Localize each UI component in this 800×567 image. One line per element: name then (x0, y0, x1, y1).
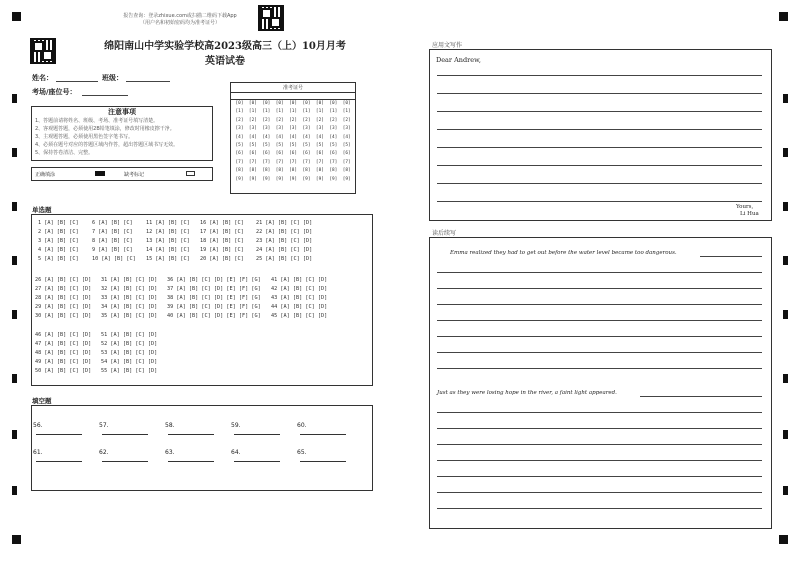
writing-line[interactable] (437, 201, 762, 202)
continuation-prompt-1: Emma realized they had to get out before the water level became too dangerous. (450, 250, 677, 256)
continuation-line[interactable] (437, 412, 762, 413)
notice-item: 1、答题前请将姓名、班级、考场、准考证号填写清楚。 (35, 118, 159, 124)
ticket-digit-bubble[interactable]: [5] (329, 143, 338, 149)
corner-mark (779, 12, 788, 21)
continuation-line[interactable] (437, 428, 762, 429)
ticket-digit-bubble[interactable]: [7] (302, 159, 311, 165)
choice-question[interactable]: 4 [A] [B] [C] (38, 247, 79, 253)
ticket-digit-bubble[interactable]: [4] (235, 134, 244, 140)
absent-mark-label: 缺考标记 (124, 172, 145, 178)
timing-mark (783, 310, 788, 319)
fill-blank-line[interactable] (168, 429, 214, 435)
choice-question[interactable]: 43 [A] [B] [C] [D] (271, 295, 328, 301)
correct-fill-sample (95, 171, 105, 176)
ticket-digit-bubble[interactable]: [4] (342, 134, 351, 140)
continuation-prompt-2: Just as they were losing hope in the river, a faint light appeared. (437, 390, 617, 396)
ticket-digit-bubble[interactable]: [7] (329, 159, 338, 165)
ticket-digit-bubble[interactable]: [7] (248, 159, 257, 165)
writing-greeting: Dear Andrew, (436, 56, 481, 64)
choice-question[interactable]: 12 [A] [B] [C] (146, 229, 190, 235)
ticket-digit-bubble[interactable]: [5] (248, 143, 257, 149)
fill-blank-line[interactable] (168, 456, 214, 462)
choice-question[interactable]: 21 [A] [B] [C] [D] (256, 220, 313, 226)
writing-line[interactable] (437, 147, 762, 148)
fill-blank-line[interactable] (102, 456, 148, 462)
choice-question[interactable]: 1 [A] [B] [C] (38, 220, 79, 226)
timing-mark (12, 94, 17, 103)
ticket-digit-bubble[interactable]: [5] (275, 143, 284, 149)
continuation-line[interactable] (437, 492, 762, 493)
ticket-digit-bubble[interactable]: [4] (262, 134, 271, 140)
ticket-digit-bubble[interactable]: [0] (275, 101, 284, 106)
choice-question[interactable]: 5 [A] [B] [C] (38, 256, 79, 262)
ticket-digit-bubble[interactable]: [3] (248, 126, 257, 132)
ticket-digit-bubble[interactable]: [9] (329, 176, 338, 182)
fill-blank-number: 61. (33, 449, 43, 456)
continuation-line[interactable] (437, 508, 762, 509)
ticket-digit-bubble[interactable]: [1] (275, 109, 284, 115)
ticket-digit-bubble[interactable]: [6] (235, 151, 244, 157)
writing-line[interactable] (437, 93, 762, 94)
ticket-digit-column[interactable] (327, 100, 340, 184)
ticket-digit-bubble[interactable]: [5] (289, 143, 298, 149)
continuation-line[interactable] (437, 352, 762, 353)
choice-question[interactable]: 22 [A] [B] [C] [D] (256, 229, 313, 235)
writing-line[interactable] (437, 75, 762, 76)
notice-item: 2、客观题答题，必须使用2B铅笔填涂，修改时用橡皮擦干净。 (35, 126, 175, 132)
continuation-line[interactable] (437, 288, 762, 289)
ticket-digit-column[interactable] (273, 100, 286, 184)
ticket-digit-bubble[interactable]: [1] (262, 109, 271, 115)
ticket-digit-bubble[interactable]: [1] (235, 109, 244, 115)
ticket-digit-bubble[interactable]: [3] (262, 126, 271, 132)
choice-question[interactable]: 20 [A] [B] [C] (200, 256, 244, 262)
timing-mark (12, 148, 17, 157)
choice-question[interactable]: 3 [A] [B] [C] (38, 238, 79, 244)
choice-question[interactable]: 42 [A] [B] [C] [D] (271, 286, 328, 292)
ticket-digit-bubble[interactable]: [1] (248, 109, 257, 115)
choice-question[interactable]: 29 [A] [B] [C] [D] (35, 304, 92, 310)
continuation-label: 读后续写 (432, 230, 457, 237)
page-subtitle: 英语试卷 (205, 56, 245, 67)
fill-blank-line[interactable] (234, 429, 280, 435)
choice-question[interactable]: 15 [A] [B] [C] (146, 256, 190, 262)
choice-question[interactable]: 53 [A] [B] [C] [D] (101, 350, 158, 356)
choice-question[interactable]: 6 [A] [B] [C] (92, 220, 133, 226)
ticket-digit-bubble[interactable]: [5] (302, 143, 311, 149)
absent-mark-box[interactable] (186, 171, 195, 176)
fill-blank-item[interactable] (297, 449, 346, 464)
ticket-bubble-grid[interactable] (233, 100, 355, 192)
ticket-digit-bubble[interactable]: [1] (302, 109, 311, 115)
choice-question[interactable]: 41 [A] [B] [C] [D] (271, 277, 328, 283)
ticket-digit-bubble[interactable]: [2] (262, 117, 271, 123)
ticket-digit-bubble[interactable]: [3] (275, 126, 284, 132)
choice-question[interactable]: 18 [A] [B] [C] (200, 238, 244, 244)
ticket-digit-bubble[interactable]: [8] (342, 168, 351, 174)
ticket-digit-bubble[interactable]: [8] (235, 168, 244, 174)
ticket-digit-bubble[interactable]: [3] (235, 126, 244, 132)
ticket-digit-bubble[interactable]: [5] (315, 143, 324, 149)
timing-mark (783, 202, 788, 211)
fill-blank-item[interactable] (165, 422, 214, 437)
timing-mark (783, 374, 788, 383)
ticket-digit-column[interactable] (313, 100, 326, 184)
ticket-digit-bubble[interactable]: [5] (342, 143, 351, 149)
ticket-digit-bubble[interactable]: [8] (329, 168, 338, 174)
fill-blank-number: 59. (231, 422, 241, 429)
writing-label: 应用文写作 (432, 42, 463, 49)
choice-question[interactable]: 24 [A] [B] [C] [D] (256, 247, 313, 253)
continuation-line[interactable] (437, 304, 762, 305)
timing-mark (783, 486, 788, 495)
fill-blank-line[interactable] (102, 429, 148, 435)
ticket-digit-bubble[interactable]: [7] (235, 159, 244, 165)
ticket-digit-bubble[interactable]: [9] (235, 176, 244, 182)
writing-line[interactable] (437, 111, 762, 112)
ticket-digit-bubble[interactable]: [3] (302, 126, 311, 132)
writing-line[interactable] (437, 129, 762, 130)
ticket-digit-bubble[interactable]: [0] (235, 101, 244, 106)
choice-question[interactable]: 13 [A] [B] [C] (146, 238, 190, 244)
choice-question[interactable]: 23 [A] [B] [C] [D] (256, 238, 313, 244)
choice-question[interactable]: 40 [A] [B] [C] [D] [E] [F] [G] (167, 313, 261, 319)
fill-blank-item[interactable] (99, 422, 148, 437)
choice-question[interactable]: 54 [A] [B] [C] [D] (101, 359, 158, 365)
timing-mark (12, 256, 17, 265)
fill-blank-item[interactable] (33, 449, 82, 464)
corner-mark (12, 535, 21, 544)
ticket-digit-bubble[interactable]: [4] (315, 134, 324, 140)
app-qr-code[interactable] (258, 5, 284, 31)
timing-mark (12, 374, 17, 383)
name-field[interactable] (56, 81, 98, 82)
fill-blank-number: 65. (297, 449, 307, 456)
fill-blank-number: 57. (99, 422, 109, 429)
ticket-digit-bubble[interactable]: [9] (315, 176, 324, 182)
ticket-digit-bubble[interactable]: [8] (315, 168, 324, 174)
choice-question[interactable]: 32 [A] [B] [C] [D] (101, 286, 158, 292)
ticket-digit-bubble[interactable]: [6] (248, 151, 257, 157)
ticket-digit-bubble[interactable]: [0] (289, 101, 298, 106)
ticket-digit-bubble[interactable]: [3] (289, 126, 298, 132)
timing-mark (783, 430, 788, 439)
continuation-line[interactable] (437, 476, 762, 477)
fill-blank-number: 64. (231, 449, 241, 456)
choice-question[interactable]: 44 [A] [B] [C] [D] (271, 304, 328, 310)
fill-blank-number: 56. (33, 422, 43, 429)
corner-mark (779, 535, 788, 544)
ticket-digit-bubble[interactable]: [4] (329, 134, 338, 140)
choice-question[interactable]: 47 [A] [B] [C] [D] (35, 341, 92, 347)
choice-question[interactable]: 16 [A] [B] [C] (200, 220, 244, 226)
ticket-digit-bubble[interactable]: [7] (262, 159, 271, 165)
ticket-digit-bubble[interactable]: [6] (262, 151, 271, 157)
fill-blank-line[interactable] (234, 456, 280, 462)
ticket-digit-bubble[interactable]: [1] (329, 109, 338, 115)
continuation-line[interactable] (437, 272, 762, 273)
ticket-digit-bubble[interactable]: [6] (289, 151, 298, 157)
notice-item: 4、必须在题号对应的答题区域内作答，超出答题区域书写无效。 (35, 142, 179, 148)
ticket-digit-bubble[interactable]: [0] (262, 101, 271, 106)
fill-blank-item[interactable] (297, 422, 346, 437)
ticket-digit-bubble[interactable]: [6] (342, 151, 351, 157)
fill-blank-number: 58. (165, 422, 175, 429)
choice-question[interactable]: 49 [A] [B] [C] [D] (35, 359, 92, 365)
ticket-digit-bubble[interactable]: [2] (235, 117, 244, 123)
choice-question[interactable]: 17 [A] [B] [C] (200, 229, 244, 235)
timing-mark (783, 148, 788, 157)
timing-mark (12, 430, 17, 439)
choice-question[interactable]: 48 [A] [B] [C] [D] (35, 350, 92, 356)
choice-question[interactable]: 11 [A] [B] [C] (146, 220, 190, 226)
ticket-digit-bubble[interactable]: [1] (342, 109, 351, 115)
student-qr-code (30, 38, 56, 64)
prompt-1-line[interactable] (700, 256, 762, 257)
ticket-digit-column[interactable] (246, 100, 259, 184)
ticket-digit-bubble[interactable]: [8] (289, 168, 298, 174)
fill-blank-number: 62. (99, 449, 109, 456)
choice-question[interactable]: 39 [A] [B] [C] [D] [E] [F] [G] (167, 304, 261, 310)
ticket-digit-bubble[interactable]: [0] (342, 101, 351, 106)
timing-mark (12, 486, 17, 495)
ticket-digit-bubble[interactable]: [2] (302, 117, 311, 123)
ticket-digit-bubble[interactable]: [4] (302, 134, 311, 140)
choice-question[interactable]: 2 [A] [B] [C] (38, 229, 79, 235)
fill-blank-item[interactable] (33, 422, 82, 437)
ticket-digit-bubble[interactable]: [9] (275, 176, 284, 182)
choice-question[interactable]: 37 [A] [B] [C] [D] [E] [F] [G] (167, 286, 261, 292)
ticket-digit-bubble[interactable]: [4] (289, 134, 298, 140)
ticket-digit-bubble[interactable]: [2] (342, 117, 351, 123)
choice-question[interactable]: 8 [A] [B] [C] (92, 238, 133, 244)
ticket-digit-column[interactable] (340, 100, 353, 184)
choice-question[interactable]: 30 [A] [B] [C] [D] (35, 313, 92, 319)
name-label: 姓名： (32, 74, 53, 82)
timing-mark (12, 310, 17, 319)
ticket-digit-bubble[interactable]: [0] (302, 101, 311, 106)
ticket-digit-bubble[interactable]: [9] (248, 176, 257, 182)
fill-blank-item[interactable] (165, 449, 214, 464)
writing-line[interactable] (437, 183, 762, 184)
choice-question[interactable]: 25 [A] [B] [C] [D] (256, 256, 313, 262)
fill-blank-line[interactable] (36, 429, 82, 435)
ticket-digit-bubble[interactable]: [9] (342, 176, 351, 182)
ticket-digit-bubble[interactable]: [7] (275, 159, 284, 165)
choice-question[interactable]: 52 [A] [B] [C] [D] (101, 341, 158, 347)
ticket-digit-bubble[interactable]: [5] (262, 143, 271, 149)
choice-question[interactable]: 28 [A] [B] [C] [D] (35, 295, 92, 301)
choice-question[interactable]: 35 [A] [B] [C] [D] (101, 313, 158, 319)
continuation-line[interactable] (437, 368, 762, 369)
fill-blank-number: 63. (165, 449, 175, 456)
ticket-digit-bubble[interactable]: [3] (342, 126, 351, 132)
notice-item: 5、保持答卷清洁、完整。 (35, 150, 94, 156)
ticket-digit-bubble[interactable]: [1] (289, 109, 298, 115)
fill-blank-item[interactable] (231, 422, 280, 437)
fill-blank-line[interactable] (300, 429, 346, 435)
ticket-digit-bubble[interactable]: [2] (315, 117, 324, 123)
fill-blank-line[interactable] (36, 456, 82, 462)
choice-question[interactable]: 33 [A] [B] [C] [D] (101, 295, 158, 301)
writing-line[interactable] (437, 165, 762, 166)
report-note-sub: （用户名和初始密码均为准考证号） (139, 20, 220, 26)
ticket-digit-bubble[interactable]: [6] (315, 151, 324, 157)
choice-question[interactable]: 26 [A] [B] [C] [D] (35, 277, 92, 283)
page-title: 绵阳南山中学实验学校高2023级高三（上）10月月考 (104, 41, 346, 52)
ticket-digit-bubble[interactable]: [8] (275, 168, 284, 174)
fill-blank-item[interactable] (231, 449, 280, 464)
ticket-digit-bubble[interactable]: [7] (342, 159, 351, 165)
ticket-digit-column[interactable] (233, 100, 246, 184)
choice-question[interactable]: 50 [A] [B] [C] [D] (35, 368, 92, 374)
class-label: 班级： (102, 74, 123, 82)
ticket-digit-bubble[interactable]: [0] (329, 101, 338, 106)
ticket-digit-bubble[interactable]: [1] (315, 109, 324, 115)
ticket-digit-bubble[interactable]: [9] (262, 176, 271, 182)
timing-mark (783, 256, 788, 265)
correct-fill-label: 正确填涂 (35, 172, 56, 178)
ticket-digit-bubble[interactable]: [6] (302, 151, 311, 157)
fill-blank-box (31, 405, 373, 491)
choice-question[interactable]: 36 [A] [B] [C] [D] [E] [F] [G] (167, 277, 261, 283)
ticket-digit-bubble[interactable]: [4] (248, 134, 257, 140)
ticket-digit-column[interactable] (260, 100, 273, 184)
fill-blank-line[interactable] (300, 456, 346, 462)
report-note: 报告查询：登录zhixue.com或扫描二维码下载App (123, 13, 237, 19)
ticket-digit-bubble[interactable]: [8] (248, 168, 257, 174)
continuation-line[interactable] (437, 460, 762, 461)
choice-question[interactable]: 9 [A] [B] [C] (92, 247, 133, 253)
prompt-2-line[interactable] (640, 396, 762, 397)
ticket-number-label: 准考证号 (282, 85, 303, 91)
ticket-digit-bubble[interactable]: [5] (235, 143, 244, 149)
ticket-digit-column[interactable] (287, 100, 300, 184)
ticket-digit-column[interactable] (300, 100, 313, 184)
choice-question[interactable]: 34 [A] [B] [C] [D] (101, 304, 158, 310)
continuation-line[interactable] (437, 336, 762, 337)
continuation-line[interactable] (437, 444, 762, 445)
fill-blank-item[interactable] (99, 449, 148, 464)
choice-question[interactable]: 46 [A] [B] [C] [D] (35, 332, 92, 338)
ticket-digit-bubble[interactable]: [2] (329, 117, 338, 123)
corner-mark (12, 12, 21, 21)
ticket-digit-bubble[interactable]: [7] (315, 159, 324, 165)
choice-question[interactable]: 45 [A] [B] [C] [D] (271, 313, 328, 319)
choice-question[interactable]: 38 [A] [B] [C] [D] [E] [F] [G] (167, 295, 261, 301)
choice-question[interactable]: 10 [A] [B] [C] (92, 256, 136, 262)
continuation-box[interactable] (429, 237, 772, 529)
ticket-digit-bubble[interactable]: [0] (315, 101, 324, 106)
fill-blank-label: 填空题 (32, 397, 52, 405)
timing-mark (12, 202, 17, 211)
ticket-digit-bubble[interactable]: [4] (275, 134, 284, 140)
class-field[interactable] (126, 81, 170, 82)
writing-signature: Li Hua (740, 211, 759, 217)
ticket-digit-bubble[interactable]: [2] (275, 117, 284, 123)
choice-question[interactable]: 14 [A] [B] [C] (146, 247, 190, 253)
continuation-line[interactable] (437, 320, 762, 321)
choice-question[interactable]: 51 [A] [B] [C] [D] (101, 332, 158, 338)
ticket-digit-bubble[interactable]: [7] (289, 159, 298, 165)
timing-mark (783, 94, 788, 103)
ticket-digit-bubble[interactable]: [2] (248, 117, 257, 123)
ticket-digit-bubble[interactable]: [0] (248, 101, 257, 106)
ticket-digit-bubble[interactable]: [8] (302, 168, 311, 174)
single-choice-label: 单选题 (32, 206, 52, 214)
ticket-digit-bubble[interactable]: [9] (289, 176, 298, 182)
notice-item: 3、主观题答题，必须使用黑色签字笔书写。 (35, 134, 134, 140)
ticket-digit-bubble[interactable]: [3] (329, 126, 338, 132)
ticket-digit-bubble[interactable]: [8] (262, 168, 271, 174)
choice-question[interactable]: 31 [A] [B] [C] [D] (101, 277, 158, 283)
writing-closing: Yours, (736, 204, 754, 210)
ticket-entry-row[interactable] (230, 93, 356, 100)
ticket-digit-bubble[interactable]: [3] (315, 126, 324, 132)
choice-question[interactable]: 55 [A] [B] [C] [D] (101, 368, 158, 374)
choice-question[interactable]: 19 [A] [B] [C] (200, 247, 244, 253)
ticket-digit-bubble[interactable]: [9] (302, 176, 311, 182)
ticket-digit-bubble[interactable]: [6] (329, 151, 338, 157)
choice-question[interactable]: 27 [A] [B] [C] [D] (35, 286, 92, 292)
ticket-digit-bubble[interactable]: [6] (275, 151, 284, 157)
notice-title: 注意事项 (108, 108, 136, 116)
room-seat-field[interactable] (82, 95, 128, 96)
room-seat-label: 考场/座位号： (32, 88, 77, 96)
ticket-digit-bubble[interactable]: [2] (289, 117, 298, 123)
fill-blank-number: 60. (297, 422, 307, 429)
choice-question[interactable]: 7 [A] [B] [C] (92, 229, 133, 235)
